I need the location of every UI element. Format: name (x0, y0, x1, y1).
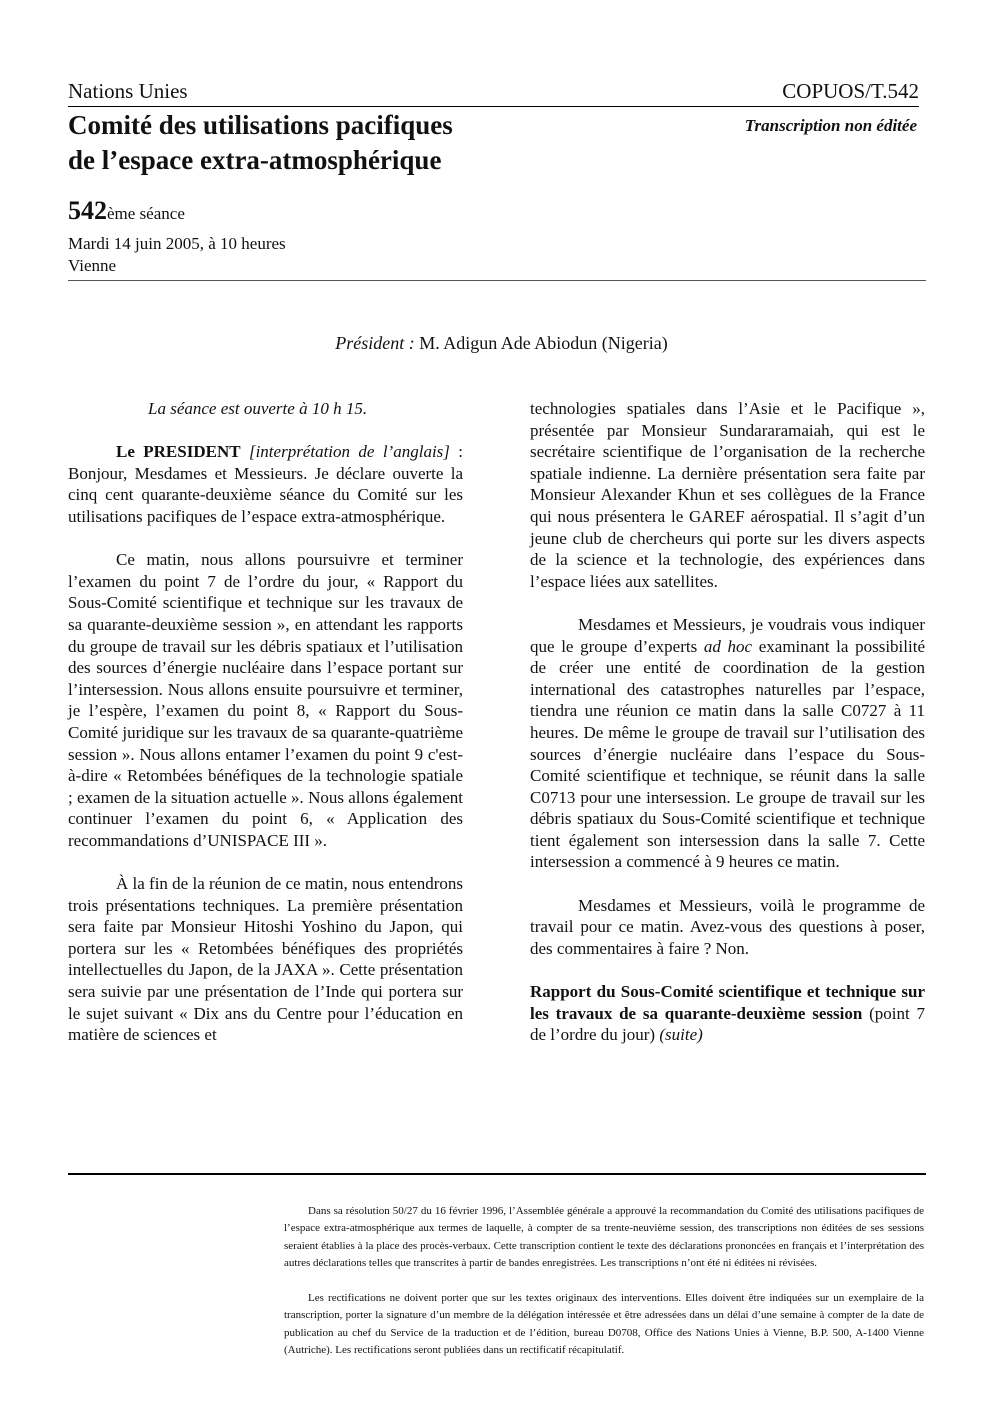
paragraph: technologies spatiales dans l’Asie et le Pacifique », présentée par Monsieur Sundararamaiah, qui est le secrétaire scientifique de l’organisation de la recherche spatiale indienne. La dernière présentation sera faite par Monsieur Alexander Khun et ses collègues de la France qui nous présentera le GAREF aérospatial. Il s’agit d’un jeune club de chercheurs qui porte sur les divers aspects de la science et la technologie, des expériences dans l’espace liées aux satellites. (530, 399, 925, 591)
paragraph-text: : Bonjour, Mesdames et Messieurs. Je déclare ouverte la cinq cent quarante-deuxième séance du Comité sur les utilisations pacifiques de l’espace extra-atmosphérique. (68, 442, 464, 526)
right-column (530, 398, 925, 1067)
committee-title-line-1: Comité des utilisations pacifiques (68, 110, 453, 140)
paragraph (530, 614, 925, 873)
agenda-item-title: Rapport du Sous-Comité scientifique et technique sur les travaux de sa quarante-deuxième session (530, 982, 925, 1023)
paragraph (68, 441, 463, 527)
president-name: M. Adigun Ade Abiodun (Nigeria) (419, 333, 668, 353)
agenda-item-continued: (suite) (659, 1025, 703, 1045)
document-header-row (68, 78, 919, 107)
footnote-paragraph: Les rectifications ne doivent porter que sur les textes originaux des interventions. Elles doivent être indiquées sur un exemplaire de la transcription, porter la signature d’un membre de la délégation intéressée et être adressées dans un délai d’une semaine à compter de la date de publication au chef du Service de la traduction et de l’édition, bureau D0708, Office des Nations Unies à Vienne, B.P. 500, A-1400 Vienne (Autriche). Les rectifications seront publiées dans un rectificatif récapitulatif. (284, 1292, 924, 1357)
footnote (284, 1203, 924, 1377)
meeting-number (68, 196, 185, 225)
paragraph-text: Mesdames et Messieurs, je voudrais vous indiquer que le groupe d’experts (530, 614, 925, 656)
opening-statement: La séance est ouverte à 10 h 15. (148, 399, 368, 418)
committee-title-line-2: de l’espace extra-atmosphérique (68, 145, 442, 175)
president-line (0, 333, 1003, 354)
footnote-divider (68, 1173, 926, 1175)
meeting-number-suffix: ème séance (107, 204, 185, 223)
speaker-name: Le PRESIDENT (116, 442, 241, 462)
italic-term: ad hoc (703, 636, 753, 656)
meeting-place: Vienne (68, 256, 117, 275)
paragraph: À la fin de la réunion de ce matin, nous entendrons trois présentations techniques. La première présentation sera faite par Monsieur Hitoshi Yoshino du Japon, qui portera sur les « Retombées bénéfiques des propriétés intellectuelles du Japon, de la JAXA ». Cette présentation sera suivie par une présentation de l’Inde qui portera sur le sujet suivant « Dix ans du Centre pour l’éducation en matière de sciences et (68, 874, 463, 1045)
footnote-paragraph: Dans sa résolution 50/27 du 16 février 1996, l’Assemblée générale a approuvé la recommandation du Comité des utilisations pacifiques de l’espace extra-atmosphérique aux termes de laquelle, à compter de sa trente-neuvième session, des transcriptions non éditées de ses sessions seraient établies à la place des procès-verbaux. Cette transcription contient le texte des déclarations prononcées en français et l’interprétation des autres déclarations telles que transcrites à partir de bandes enregistrées. Les transcriptions n’ont été ni éditées ni révisées. (284, 1205, 924, 1270)
document-symbol: COPUOS/T.542 (782, 79, 919, 103)
paragraph: Mesdames et Messieurs, voilà le programme de travail pour ce matin. Avez-vous des questions à poser, des commentaires à faire ? Non. (530, 895, 925, 958)
unedited-transcript-label: Transcription non éditée (744, 116, 917, 135)
agenda-item-reference: (point 7 de l’ordre du jour) (530, 1003, 925, 1045)
header-divider (68, 280, 926, 281)
agenda-item-heading (530, 981, 925, 1046)
interpretation-note: [interprétation de l’anglais] (248, 442, 450, 462)
paragraph-text: examinant la possibilité de créer une entité de coordination de la gestion international des catastrophes naturelles par l’espace, tiendra une réunion ce matin dans la salle C0727 à 11 heures. De même le groupe de travail sur l’utilisation des sources d’énergie nucléaire dans l’espace du Sous-Comité scientifique et technique, se réunit dans la salle C0713 pour une intersession. Le groupe de travail sur les débris spatiaux du Sous-Comité scientifique et technique tient également son intersession dans la salle 7. Cette intersession a commencé à 9 heures ce matin. (530, 636, 925, 872)
left-column (68, 398, 463, 1067)
meeting-date: Mardi 14 juin 2005, à 10 heures (68, 234, 286, 253)
president-label: Président : (335, 333, 415, 353)
committee-title (68, 108, 453, 178)
paragraph: Ce matin, nous allons poursuivre et terminer l’examen du point 7 de l’ordre du jour, « Rapport du Sous-Comité scientifique et technique sur les travaux de sa quarante-deuxième session », en attendant les rapports du groupe de travail sur les débris spatiaux et l’utilisation des sources d’énergie nucléaire dans l’espace portant sur l’intersession. Nous allons ensuite poursuivre et terminer, je l’espère, l’examen du point 8, « Rapport du Sous-Comité juridique sur les travaux de sa quarante-quatrième session ». Nous allons entamer l’examen du point 9 c'est-à-dire « Retombées bénéfiques de la technologie spatiale ; examen de la situation actuelle ». Nous allons également continuer l’examen du point 6, « Application des recommandations d’UNISPACE III ». (68, 550, 463, 850)
organization-name: Nations Unies (68, 79, 188, 103)
meeting-number-value: 542 (68, 196, 107, 225)
